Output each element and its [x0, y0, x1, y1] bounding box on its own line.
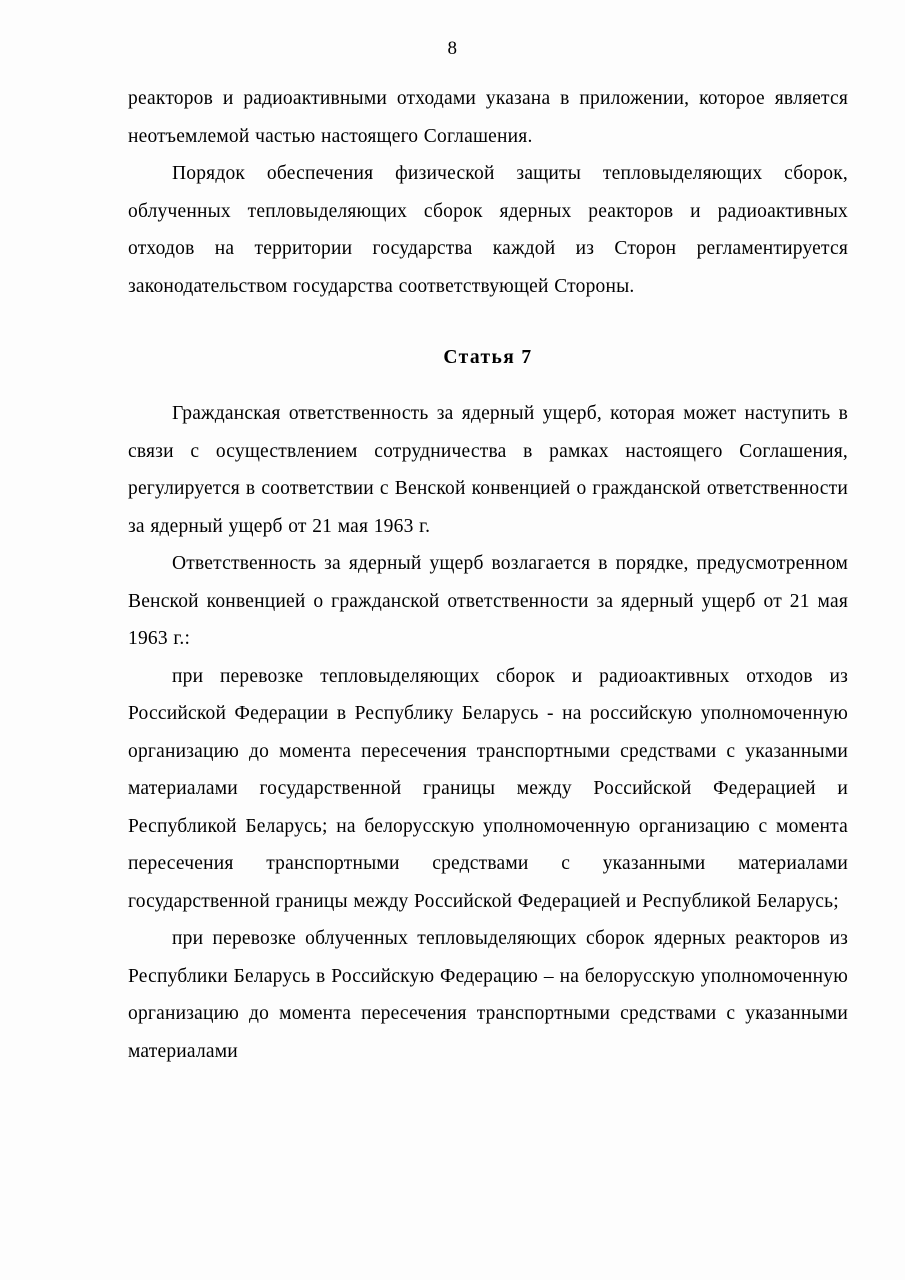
paragraph: при перевозке облученных тепловыделяющих сборок ядерных реакторов из Республики Беларусь в Российскую Федерацию – на белорусскую уполномоченную организацию до момента пересечения транспортными средствами с указанными материалами — [128, 928, 848, 1062]
paragraph: Порядок обеспечения физической защиты тепловыделяющих сборок, облученных тепловыделяющих сборок ядерных реакторов и радиоактивных отходов на территории государства каждой из Сторон регламентируется законодательством государства соответствующей Стороны. — [128, 163, 848, 297]
page-number: 8 — [447, 38, 458, 59]
paragraph: при перевозке тепловыделяющих сборок и радиоактивных отходов из Российской Федерации в Республику Беларусь - на российскую уполномоченную организацию до момента пересечения транспортными средствами с указанными материалами государственной границы между Российской Федерацией и Республикой Беларусь; на белорусскую уполномоченную организацию с момента пересечения транспортными средствами с указанными материалами государственной границы между Российской Федерацией и Республикой Беларусь; — [128, 665, 848, 912]
paragraph: реакторов и радиоактивными отходами указана в приложении, которое является неотъемлемой частью настоящего Соглашения. — [128, 88, 848, 147]
paragraph: Гражданская ответственность за ядерный ущерб, которая может наступить в связи с осуществлением сотрудничества в рамках настоящего Соглашения, регулируется в соответствии с Венской конвенцией о гражданской ответственности за ядерный ущерб от 21 мая 1963 г. — [128, 403, 848, 537]
document-body — [128, 80, 848, 1070]
paragraph: Ответственность за ядерный ущерб возлагается в порядке, предусмотренном Венской конвенцией о гражданской ответственности за ядерный ущерб от 21 мая 1963 г.: — [128, 553, 848, 649]
article-heading: Статья 7 — [443, 347, 533, 368]
